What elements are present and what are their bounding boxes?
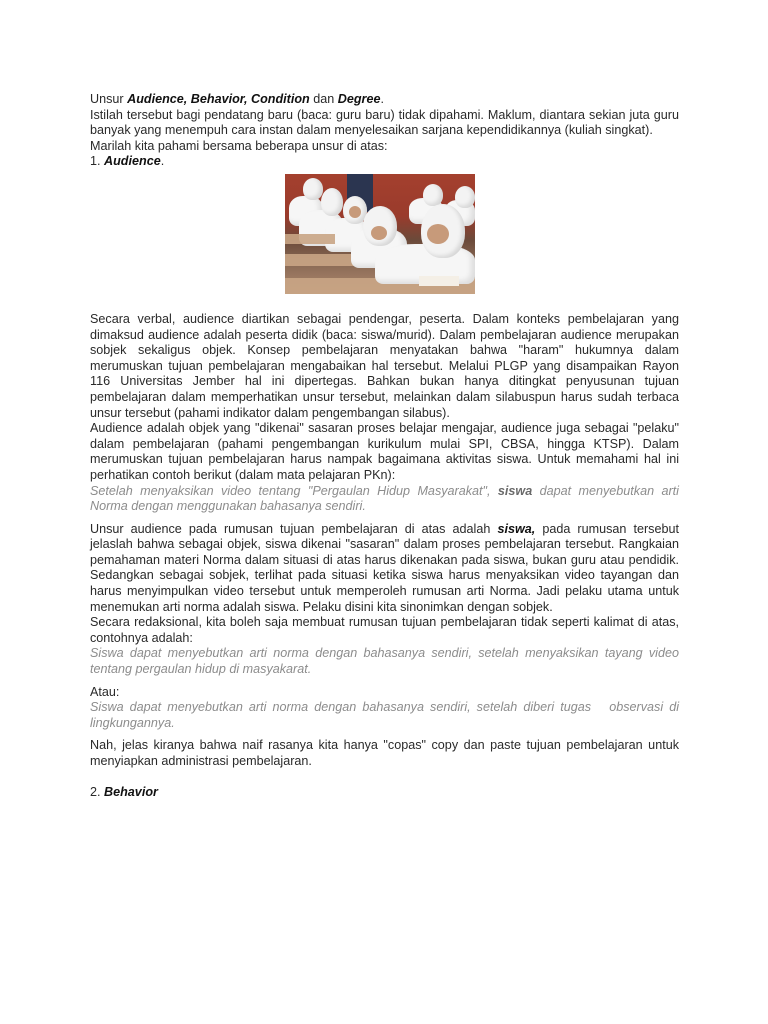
- spacer: [90, 731, 679, 738]
- example-strong-siswa: siswa: [497, 483, 533, 498]
- paragraph-strong-siswa: siswa,: [497, 521, 536, 536]
- paragraph-unsur-audience: [90, 522, 679, 616]
- example-text: Setelah menyaksikan video tentang "Pergaulan Hidup Masyarakat",: [90, 483, 498, 498]
- paragraph-audience-objek: Audience adalah objek yang "dikenai" sasaran proses belajar mengajar, audience juga sebagai "pelaku" dalam pembelajaran (pahami pengembangan kurikulum mulai SPI, CBSA, hingga KTSP). Dalam merumuskan tujuan pembelajaran harus nampak bagaimana aktivitas siswa. Untuk memahami hal ini perhatikan contoh berikut (dalam mata pelajaran PKn):: [90, 421, 679, 482]
- example-rumusan-1: [90, 484, 679, 515]
- section-heading-behavior: [90, 785, 679, 801]
- paragraph-istilah: Istilah tersebut bagi pendatang baru (baca: guru baru) tidak dipahami. Maklum, diantara sekian juta guru banyak yang menempuh cara instan dalam menyelesaikan sarjana kependidikannya (kuliah singkat).: [90, 107, 679, 138]
- paragraph-secara-verbal: Secara verbal, audience diartikan sebagai pendengar, peserta. Dalam konteks pembelajaran yang dimaksud audience adalah peserta didik (baca: siswa/murid). Dalam pembelajaran audience merupakan sobjek sekaligus objek. Konsep pembelajaran menyatakan bahwa "haram" hukumnya dalam merumuskan tujuan pembelajaran mengabaikan hal tersebut. Melalui PLGP yang disampaikan Rayon 116 Universitas Jember hal ini dipertegas. Bahkan bukan hanya ditingkat penyusunan tujuan pembelajaran dalam memperhatikan unsur tersebut, melainkan dalam silabuspun harus sudah terbaca unsur tersebut (pahami indikator dalam pengembangan silabus).: [90, 311, 679, 420]
- intro-prefix: Unsur: [90, 92, 128, 106]
- paragraph-marilah: Marilah kita pahami bersama beberapa unsur di atas:: [90, 138, 388, 153]
- spacer: [90, 770, 679, 785]
- photo-face: [371, 226, 387, 240]
- classroom-photo: [285, 174, 475, 294]
- intro-suffix: .: [380, 92, 384, 106]
- paragraph-secara-redaksional: Secara redaksional, kita boleh saja membuat rumusan tujuan pembelajaran tidak seperti kalimat di atas, contohnya adalah:: [90, 615, 679, 645]
- intro-terms: Audience, Behavior, Condition: [127, 92, 310, 106]
- atau-label: Atau:: [90, 684, 120, 699]
- photo-paper: [419, 276, 459, 286]
- photo-student-head: [321, 188, 343, 216]
- section-suffix: .: [160, 154, 165, 169]
- paragraph-text: Unsur audience pada rumusan tujuan pembelajaran di atas adalah: [90, 521, 498, 536]
- photo-student-head: [303, 178, 323, 200]
- section-number: 2.: [90, 784, 105, 799]
- section-title: Audience: [104, 154, 161, 169]
- example-rumusan-3: Siswa dapat menyebutkan arti norma dengan bahasanya sendiri, setelah diberi tugas observasi di lingkungannya.: [90, 700, 683, 730]
- paragraph-text: pada rumusan tersebut jelaslah bahwa sebagai objek, siswa dikenai "sasaran" dalam proses pembelajaran tersebut. Rangkaian pemahaman materi Norma dalam situasi di atas harus dikenakan pada siswa, bukan guru atau pendidik. Sedangkan sebagai sobjek, terlihat pada situasi ketika siswa harus menyaksikan video tayangan dan harus menyimpulkan video tersebut untuk memperoleh rumusan arti Norma. Jadi pelaku utama untuk menemukan arti norma adalah siswa. Pelaku disini kita sinonimkan dengan sobjek.: [90, 521, 679, 614]
- spacer: [90, 678, 679, 685]
- photo-student-head: [455, 186, 475, 208]
- photo-face: [349, 206, 361, 218]
- paragraph-nah: Nah, jelas kiranya bahwa naif rasanya kita hanya "copas" copy dan paste tujuan pembelajaran untuk menyiapkan administrasi pembelajaran.: [90, 738, 679, 768]
- intro-conjunction: dan: [309, 92, 338, 106]
- intro-line: [90, 92, 679, 108]
- photo-desk: [285, 234, 335, 244]
- section-title: Behavior: [104, 784, 158, 799]
- example-rumusan-2: Siswa dapat menyebutkan arti norma dengan bahasanya sendiri, setelah menyaksikan tayang video tentang pergaulan hidup di masyakarat.: [90, 646, 679, 677]
- section-heading-audience: [90, 154, 679, 170]
- photo-student-head: [423, 184, 443, 206]
- document-page: [90, 92, 683, 800]
- section-number: 1.: [90, 154, 105, 169]
- image-container: [90, 174, 679, 294]
- spacer: [90, 515, 679, 522]
- photo-face: [427, 224, 449, 244]
- example-text: dapat menyebutkan arti Norma dengan menggunakan bahasanya sendiri.: [90, 483, 679, 514]
- intro-last-term: Degree: [337, 92, 381, 106]
